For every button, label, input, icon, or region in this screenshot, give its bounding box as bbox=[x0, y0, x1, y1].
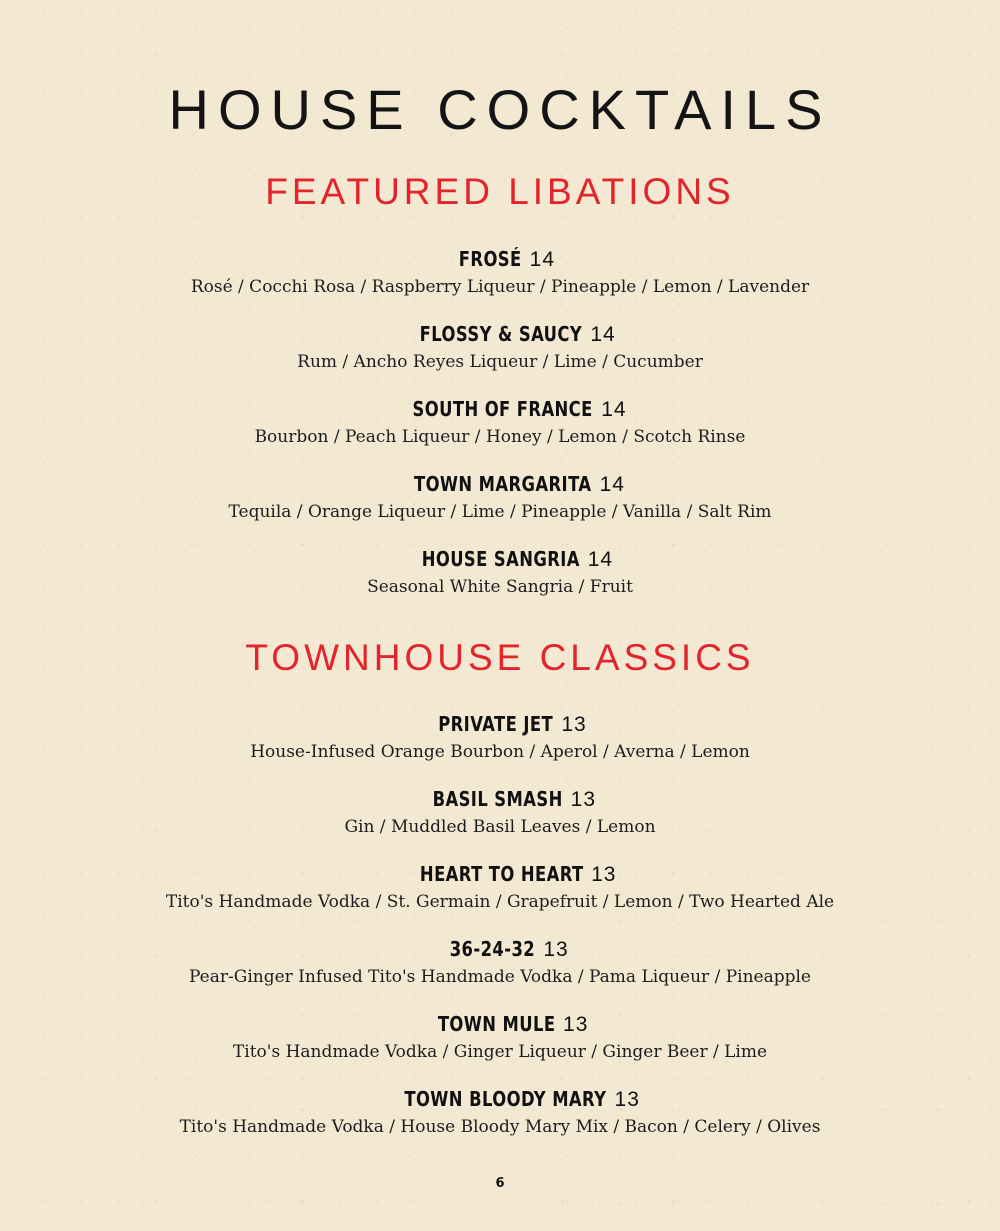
menu-item-price: 14 bbox=[601, 398, 627, 421]
menu-item-header bbox=[0, 394, 1000, 424]
menu-item bbox=[0, 544, 1000, 600]
menu-item-price: 14 bbox=[587, 548, 614, 571]
menu-item-price: 14 bbox=[590, 323, 616, 346]
menu-item-description: House-Infused Orange Bourbon / Aperol / Averna / Lemon bbox=[250, 742, 750, 762]
menu-item-name: TOWN BLOODY MARY bbox=[404, 1087, 607, 1111]
menu-item-description: Tito's Handmade Vodka / House Bloody Mary Mix / Bacon / Celery / Olives bbox=[179, 1117, 821, 1137]
menu-item-price: 14 bbox=[599, 473, 625, 496]
menu-item bbox=[0, 709, 1000, 765]
menu-item bbox=[0, 319, 1000, 375]
menu-item-description: Tequila / Orange Liqueur / Lime / Pineapple / Vanilla / Salt Rim bbox=[228, 502, 772, 522]
menu-item-description: Rosé / Cocchi Rosa / Raspberry Liqueur / Pineapple / Lemon / Lavender bbox=[190, 277, 810, 297]
menu-item-header bbox=[0, 1084, 1000, 1114]
section-title-featured-libations: FEATURED LIBATIONS bbox=[265, 171, 735, 212]
menu-item-description: Tito's Handmade Vodka / St. Germain / Grapefruit / Lemon / Two Hearted Ale bbox=[165, 892, 835, 912]
menu-item-header bbox=[0, 709, 1000, 739]
menu-item-header bbox=[0, 319, 1000, 349]
menu-item-description: Bourbon / Peach Liqueur / Honey / Lemon / Scotch Rinse bbox=[254, 427, 746, 447]
menu-item-price: 13 bbox=[543, 938, 569, 961]
menu-item-name: PRIVATE JET bbox=[438, 712, 554, 736]
menu-item-description: Pear-Ginger Infused Tito's Handmade Vodka / Pama Liqueur / Pineapple bbox=[189, 967, 811, 987]
menu-item-header bbox=[0, 784, 1000, 814]
menu-item bbox=[0, 1009, 1000, 1065]
menu-item-name: 36-24-32 bbox=[450, 937, 536, 961]
menu-item bbox=[0, 469, 1000, 525]
menu-item-header bbox=[0, 544, 1000, 574]
page-number: 6 bbox=[495, 1176, 505, 1191]
menu-item bbox=[0, 859, 1000, 915]
menu-item-price: 13 bbox=[614, 1088, 640, 1111]
menu-item-header bbox=[0, 934, 1000, 964]
menu-item-price: 13 bbox=[591, 863, 617, 886]
menu-item-description: Seasonal White Sangria / Fruit bbox=[367, 577, 633, 597]
menu-item-name: HOUSE SANGRIA bbox=[421, 547, 580, 571]
page-title: HOUSE COCKTAILS bbox=[168, 78, 832, 141]
menu-item bbox=[0, 784, 1000, 840]
menu-item-description: Gin / Muddled Basil Leaves / Lemon bbox=[344, 817, 656, 837]
menu-item-price: 13 bbox=[563, 1013, 589, 1036]
menu-item-price: 13 bbox=[561, 713, 587, 736]
menu-item-description: Tito's Handmade Vodka / Ginger Liqueur / Ginger Beer / Lime bbox=[232, 1042, 768, 1062]
menu-item-price: 14 bbox=[529, 248, 555, 271]
menu-item-price: 13 bbox=[570, 788, 597, 811]
menu-item bbox=[0, 244, 1000, 300]
menu-item-header bbox=[0, 859, 1000, 889]
menu-item-name: TOWN MARGARITA bbox=[414, 472, 592, 496]
section-title-townhouse-classics: TOWNHOUSE CLASSICS bbox=[245, 637, 755, 678]
menu-item-name: FLOSSY & SAUCY bbox=[419, 322, 583, 346]
menu-item bbox=[0, 934, 1000, 990]
menu-item-header bbox=[0, 1009, 1000, 1039]
menu-item bbox=[0, 1084, 1000, 1140]
menu-item-name: FROSÉ bbox=[458, 247, 522, 271]
menu-item-name: HEART TO HEART bbox=[419, 862, 584, 886]
menu-item-name: BASIL SMASH bbox=[432, 787, 563, 811]
menu-item-header bbox=[0, 244, 1000, 274]
menu-item-description: Rum / Ancho Reyes Liqueur / Lime / Cucumber bbox=[297, 352, 703, 372]
menu-item-name: SOUTH OF FRANCE bbox=[412, 397, 594, 421]
menu-item bbox=[0, 394, 1000, 450]
menu-item-header bbox=[0, 469, 1000, 499]
menu-item-name: TOWN MULE bbox=[437, 1012, 556, 1036]
